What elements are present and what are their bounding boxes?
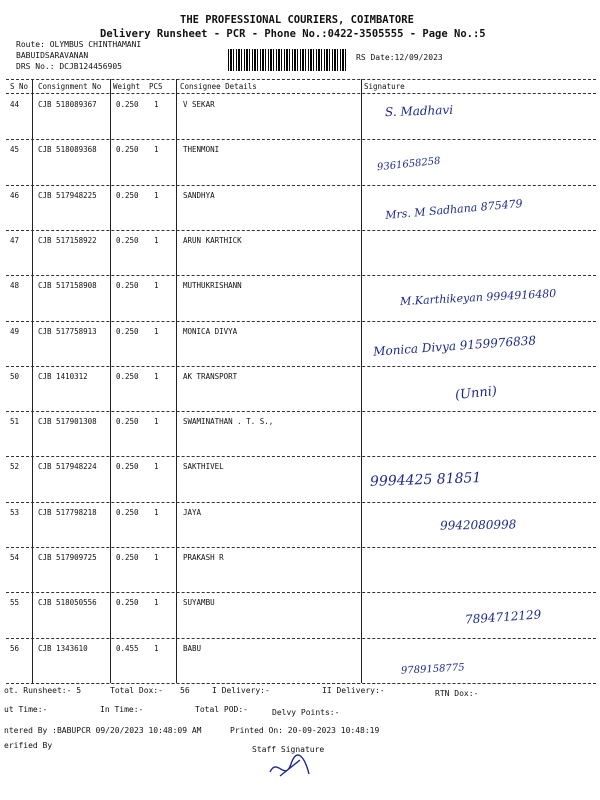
header-bottom-divider: [6, 93, 596, 94]
i-delivery: I Delivery:-: [212, 686, 270, 695]
row-sno: 49: [10, 326, 20, 336]
row-sno: 44: [10, 100, 20, 109]
printed-on: Printed On: 20-09-2023 10:48:19: [230, 726, 380, 735]
row-consignee: SWAMINATHAN . T. S.,: [183, 417, 274, 427]
row-consignee: AK TRANSPORT: [183, 371, 238, 381]
row-consignee: ARUN KARTHICK: [183, 235, 242, 245]
row-divider: [6, 366, 596, 367]
row-consignee: V SEKAR: [183, 100, 215, 109]
row-divider: [6, 411, 596, 412]
row-weight: 0.250: [116, 145, 139, 155]
row-pcs: 1: [154, 553, 159, 562]
in-time: In Time:-: [100, 705, 144, 714]
row-signature: 9361658258: [376, 156, 442, 174]
row-sno: 50: [10, 371, 20, 381]
rtn-dox: RTN Dox:-: [435, 689, 479, 698]
row-consignee: BABU: [183, 643, 202, 653]
row-consignment-no: CJB 517158908: [38, 281, 97, 291]
row-divider: [6, 502, 596, 503]
row-sno: 47: [10, 235, 20, 245]
tot-runsheet: ot. Runsheet:- 5: [4, 686, 82, 695]
row-sno: 56: [10, 643, 20, 653]
col-weight: Weight: [113, 82, 141, 91]
rs-date: RS Date:12/09/2023: [356, 53, 443, 62]
row-pcs: 1: [154, 145, 159, 155]
footer-divider: [6, 683, 596, 684]
col-consignee: Consignee Details: [180, 82, 257, 91]
row-divider: [6, 185, 596, 186]
col-sno: S No: [10, 82, 29, 91]
row-weight: 0.250: [116, 326, 139, 336]
row-consignee: JAYA: [183, 507, 202, 517]
row-sno: 46: [10, 190, 20, 200]
row-consignee: THENMONI: [183, 145, 220, 155]
staff-signature-label: Staff Signature: [252, 745, 325, 754]
row-consignment-no: CJB 517901308: [38, 417, 97, 427]
row-divider: [6, 592, 596, 593]
row-sno: 53: [10, 507, 20, 517]
row-pcs: 1: [154, 462, 159, 472]
row-divider: [6, 547, 596, 548]
row-consignment-no: CJB 517909725: [38, 553, 97, 562]
route-label: Route: OLYMBUS CHINTHAMANI: [16, 40, 142, 49]
row-sno: 55: [10, 598, 20, 608]
row-sno: 51: [10, 417, 20, 427]
row-weight: 0.250: [116, 190, 139, 200]
row-consignment-no: CJB 517158922: [38, 235, 97, 245]
row-signature: Monica Divya 9159976838: [372, 332, 537, 359]
row-sno: 45: [10, 145, 20, 155]
row-pcs: 1: [154, 281, 159, 291]
row-pcs: 1: [154, 235, 159, 245]
total-pod: Total POD:-: [195, 705, 248, 714]
row-consignment-no: CJB 517758913: [38, 326, 97, 336]
row-weight: 0.250: [116, 507, 139, 517]
row-sno: 52: [10, 462, 20, 472]
delvy-points: Delvy Points:-: [272, 708, 340, 717]
barcode: [228, 49, 348, 71]
row-signature: (Unni): [454, 383, 498, 403]
row-weight: 0.250: [116, 598, 139, 608]
row-pcs: 1: [154, 598, 159, 608]
row-pcs: 1: [154, 417, 159, 427]
row-consignment-no: CJB 1410312: [38, 371, 88, 381]
row-signature: S. Madhavi: [384, 102, 454, 120]
total-dox-value: 56: [180, 686, 190, 695]
row-pcs: 1: [154, 507, 159, 517]
staff-label: BABUIDSARAVANAN: [16, 51, 89, 60]
row-weight: 0.250: [116, 553, 139, 562]
row-consignment-no: CJB 517948224: [38, 462, 97, 472]
row-consignment-no: CJB 517798218: [38, 507, 97, 517]
row-weight: 0.455: [116, 643, 139, 653]
staff-signature-scribble: [265, 752, 315, 782]
company-title: THE PROFESSIONAL COURIERS, COIMBATORE: [180, 14, 414, 26]
out-time: ut Time:-: [4, 705, 48, 714]
row-consignee: SAKTHIVEL: [183, 462, 224, 472]
row-signature: Mrs. M Sadhana 875479: [384, 196, 524, 222]
verified-by: erified By: [4, 741, 53, 750]
row-divider: [6, 139, 596, 140]
col-signature: Signature: [364, 82, 405, 91]
row-consignee: MONICA DIVYA: [183, 326, 238, 336]
row-pcs: 1: [154, 643, 159, 653]
row-signature: M.Karthikeyan 9994916480: [399, 287, 557, 309]
row-consignment-no: CJB 518089368: [38, 145, 97, 155]
row-consignee: PRAKASH R: [183, 553, 224, 562]
total-dox-label: Total Dox:-: [110, 686, 163, 695]
row-signature: 7894712129: [464, 607, 542, 627]
row-weight: 0.250: [116, 462, 139, 472]
drs-number: DRS No.: DCJB124456905: [16, 62, 122, 71]
row-pcs: 1: [154, 326, 159, 336]
row-consignee: MUTHUKRISHANN: [183, 281, 242, 291]
row-consignment-no: CJB 518050556: [38, 598, 97, 608]
row-pcs: 1: [154, 100, 159, 109]
row-divider: [6, 456, 596, 457]
row-divider: [6, 275, 596, 276]
row-weight: 0.250: [116, 417, 139, 427]
row-pcs: 1: [154, 190, 159, 200]
row-pcs: 1: [154, 371, 159, 381]
row-signature: 9942080998: [439, 517, 517, 533]
runsheet-subtitle: Delivery Runsheet - PCR - Phone No.:0422-3505555 - Page No.:5: [100, 28, 486, 40]
row-signature: 9994425 81851: [369, 470, 482, 491]
row-divider: [6, 321, 596, 322]
row-signature: 9789158775: [400, 661, 465, 677]
row-sno: 48: [10, 281, 20, 291]
entered-by: ntered By :BABUPCR 09/20/2023 10:48:09 AM: [4, 726, 202, 735]
row-weight: 0.250: [116, 371, 139, 381]
row-weight: 0.250: [116, 281, 139, 291]
row-sno: 54: [10, 553, 20, 562]
ii-delivery: II Delivery:-: [322, 686, 385, 695]
row-consignee: SUYAMBU: [183, 598, 215, 608]
col-consignment: Consignment No: [38, 82, 102, 91]
row-consignee: SANDHYA: [183, 190, 215, 200]
row-divider: [6, 230, 596, 231]
row-consignment-no: CJB 517948225: [38, 190, 97, 200]
row-weight: 0.250: [116, 100, 139, 109]
row-consignment-no: CJB 518089367: [38, 100, 97, 109]
row-divider: [6, 638, 596, 639]
row-consignment-no: CJB 1343610: [38, 643, 88, 653]
row-weight: 0.250: [116, 235, 139, 245]
col-pcs: PCS: [149, 82, 163, 91]
header-top-divider: [6, 79, 596, 80]
